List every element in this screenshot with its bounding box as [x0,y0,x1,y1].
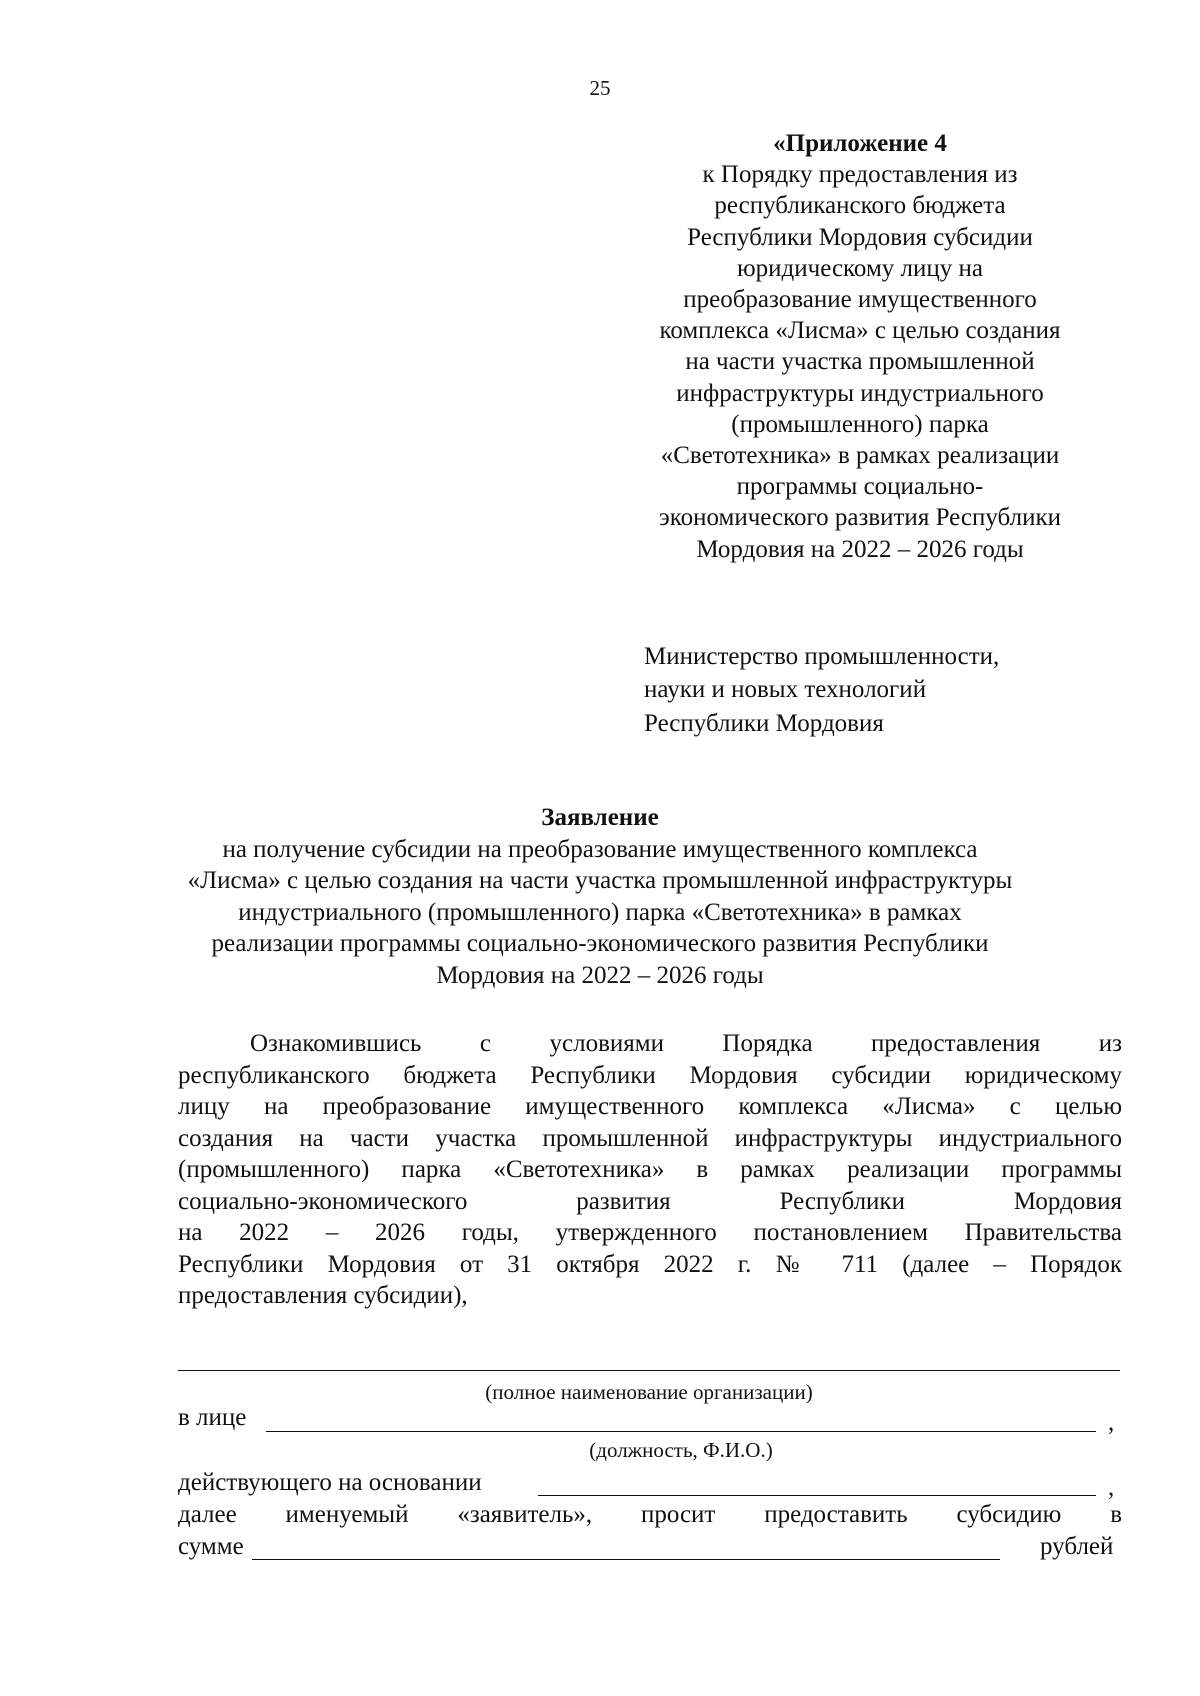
body-line: создания на части участка промышленной инфраструктуры индустриального [178,1124,1122,1152]
person-caption: (должность, Ф.И.О.) [589,1438,773,1462]
body-line: на 2022 – 2026 годы, утвержденного постановлением Правительства [178,1219,1122,1246]
appendix-line: юридическому лицу на [737,254,983,282]
basis-suffix: , [1108,1474,1115,1501]
appendix-line: Республики Мордовия субсидии [687,223,1033,251]
body-line: республиканского бюджета Республики Мордовия субсидии юридическому [178,1061,1122,1089]
appendix-line: преобразование имущественного [683,286,1037,314]
application-title: Заявление [541,804,659,831]
person-suffix: , [1108,1409,1115,1436]
heading-line: «Лисма» с целью создания на части участка промышленной инфраструктуры [187,867,1013,895]
request-word: в [1110,1501,1122,1528]
person-label: в лице [178,1404,247,1431]
person-field[interactable] [266,1431,1096,1432]
request-word: именуемый [285,1501,409,1528]
request-word: далее [178,1501,237,1528]
body-line-last: предоставления субсидии), [178,1282,468,1309]
recipient-block [644,640,999,740]
appendix-line: комплекса «Лисма» с целью создания [659,317,1061,345]
application-heading [120,802,1080,992]
appendix-line: к Порядку предоставления из [702,161,1018,189]
appendix-line: программы социально- [736,473,984,501]
body-line: Ознакомившись с условиями Порядка предоставления из [250,1030,1122,1057]
request-word: «заявитель», [457,1501,593,1528]
recipient-line: Республики Мордовия [644,709,884,737]
request-word: субсидию [956,1501,1062,1528]
recipient-line: Министерство промышленности, [644,643,1000,670]
sum-label: сумме [178,1533,244,1560]
recipient-line: науки и новых технологий [644,676,927,704]
request-word: предоставить [764,1501,908,1528]
appendix-line: Мордовия на 2022 – 2026 годы [696,535,1024,563]
sum-suffix: рублей [1040,1533,1114,1560]
appendix-header [620,128,1100,565]
appendix-title: «Приложение 4 [773,130,947,157]
appendix-line: на части участка промышленной [685,348,1035,376]
heading-line: Мордовия на 2022 – 2026 годы [436,961,764,989]
appendix-line: инфраструктуры индустриального [676,379,1044,407]
appendix-line: (промышленного) парка [731,410,989,438]
body-line: Республики Мордовия от 31 октября 2022 г. № 711 (далее – Порядок [178,1250,1122,1278]
heading-line: на получение субсидии на преобразование имущественного комплекса [222,835,978,863]
request-line [178,1500,1122,1530]
appendix-line: республиканского бюджета [714,192,1006,220]
body-paragraph [178,1028,1122,1312]
basis-field[interactable] [538,1495,1096,1496]
sum-field[interactable] [252,1559,1000,1560]
body-line: лицу на преобразование имущественного комплекса «Лисма» с целью [178,1093,1122,1120]
org-name-field[interactable] [178,1370,1120,1371]
request-word: просит [640,1501,716,1528]
page-number: 25 [589,76,611,100]
heading-line: индустриального (промышленного) парка «Светотехника» в рамках [238,898,962,926]
body-line: социально-экономического развития Республики Мордовия [178,1187,1122,1215]
heading-line: реализации программы социально-экономического развития Республики [211,930,989,958]
appendix-line: «Светотехника» в рамках реализации [660,442,1060,470]
basis-label: действующего на основании [178,1469,482,1496]
org-name-caption: (полное наименование организации) [485,1380,813,1404]
appendix-line: экономического развития Республики [659,504,1061,532]
body-line: (промышленного) парка «Светотехника» в рамках реализации программы [178,1156,1122,1183]
